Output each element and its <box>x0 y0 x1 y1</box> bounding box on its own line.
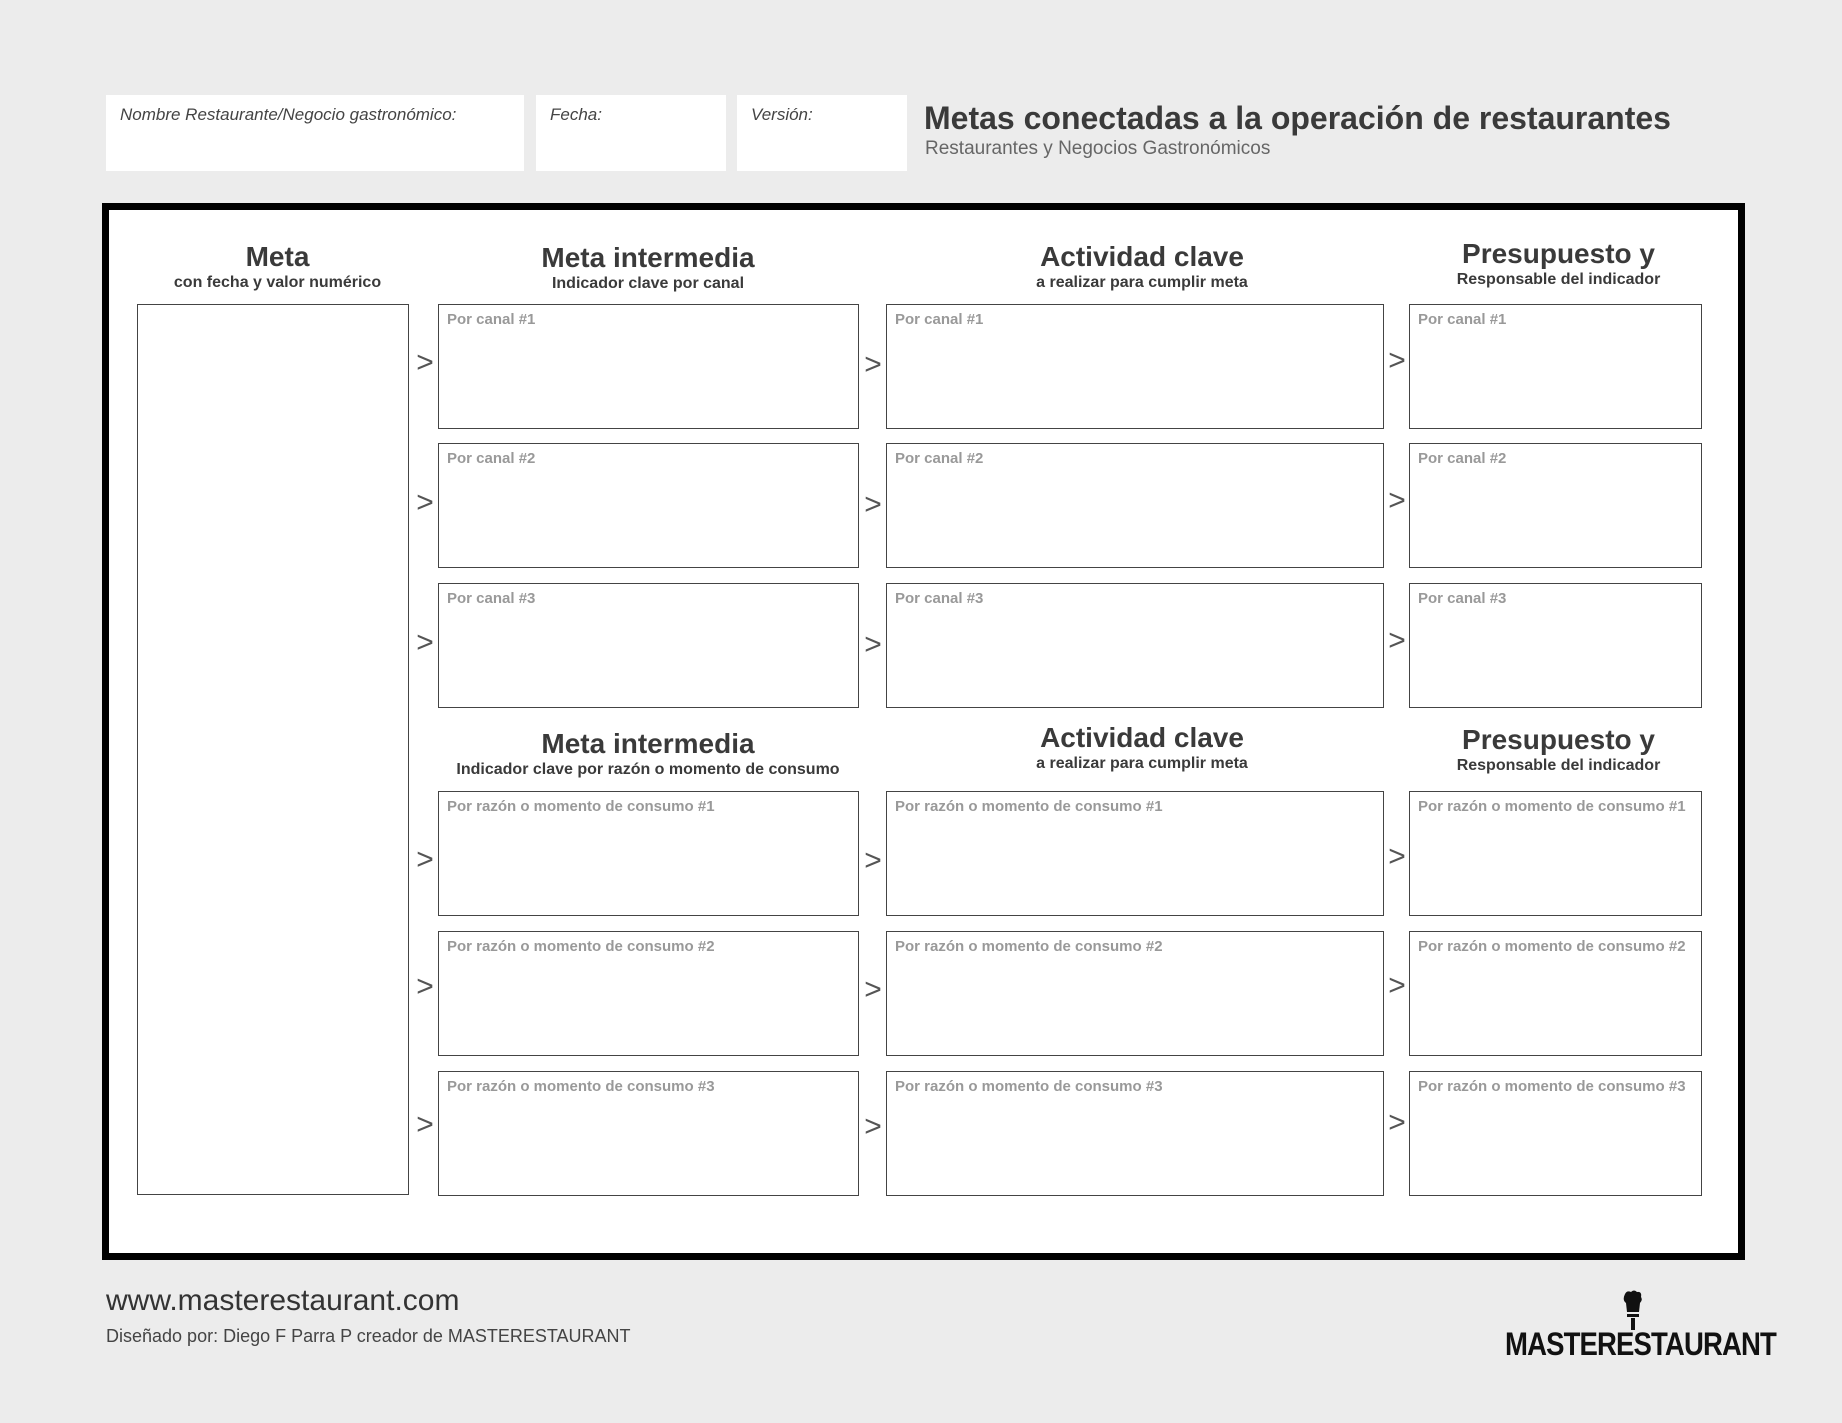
version-label: Versión: <box>751 105 813 124</box>
page-subtitle: Restaurantes y Negocios Gastronómicos <box>925 138 1271 159</box>
arrow-icon: > <box>416 346 434 379</box>
box-label: Por canal #3 <box>895 590 984 607</box>
razon-intermediate-header <box>438 728 858 780</box>
razon-intermediate-box-2[interactable] <box>438 931 859 1056</box>
arrow-icon: > <box>864 973 882 1006</box>
meta-title: Meta <box>245 241 310 272</box>
arrow-icon: > <box>416 486 434 519</box>
canal-budget-subtitle: Responsable del indicador <box>1456 271 1661 288</box>
box-label: Por canal #2 <box>895 450 984 467</box>
date-label: Fecha: <box>550 105 602 124</box>
arrow-icon: > <box>864 348 882 381</box>
razon-budget-header <box>1410 724 1707 776</box>
website-link[interactable]: www.masterestaurant.com <box>106 1284 460 1317</box>
razon-activity-box-2[interactable] <box>886 931 1384 1056</box>
canal-activity-header <box>887 241 1397 293</box>
razon-activity-box-3[interactable] <box>886 1071 1384 1196</box>
canal-intermediate-box-3[interactable] <box>438 583 859 708</box>
canal-budget-box-1[interactable] <box>1409 304 1702 429</box>
box-label: Por canal #1 <box>1418 311 1507 328</box>
razon-intermediate-box-1[interactable] <box>438 791 859 916</box>
arrow-icon: > <box>416 1108 434 1141</box>
canal-activity-box-3[interactable] <box>886 583 1384 708</box>
box-label: Por razón o momento de consumo #3 <box>895 1078 1163 1095</box>
canal-intermediate-box-1[interactable] <box>438 304 859 429</box>
arrow-icon: > <box>864 1110 882 1143</box>
canal-budget-box-3[interactable] <box>1409 583 1702 708</box>
arrow-icon: > <box>1388 344 1406 377</box>
box-label: Por canal #3 <box>1418 590 1507 607</box>
logo-text: MASTERESTAURANT <box>1505 1326 1776 1362</box>
designer-credit: Diseñado por: Diego F Parra P creador de MASTERESTAURANT <box>106 1326 631 1346</box>
arrow-icon: > <box>864 628 882 661</box>
razon-intermediate-subtitle: Indicador clave por razón o momento de consumo <box>456 761 840 778</box>
box-label: Por canal #1 <box>895 311 984 328</box>
razon-activity-subtitle: a realizar para cumplir meta <box>1036 755 1248 772</box>
canal-intermediate-subtitle: Indicador clave por canal <box>551 275 745 292</box>
chef-hat-icon <box>1621 1290 1645 1330</box>
arrow-icon: > <box>864 844 882 877</box>
meta-header <box>138 241 417 293</box>
canal-intermediate-title: Meta intermedia <box>541 242 755 273</box>
canal-activity-box-1[interactable] <box>886 304 1384 429</box>
arrow-icon: > <box>1388 624 1406 657</box>
razon-budget-box-1[interactable] <box>1409 791 1702 916</box>
version-field[interactable] <box>737 95 907 171</box>
arrow-icon: > <box>1388 840 1406 873</box>
arrow-icon: > <box>416 626 434 659</box>
razon-activity-header <box>887 722 1397 774</box>
canal-activity-title: Actividad clave <box>1040 241 1244 272</box>
arrow-icon: > <box>416 843 434 876</box>
arrow-icon: > <box>1388 484 1406 517</box>
razon-budget-box-3[interactable] <box>1409 1071 1702 1196</box>
meta-subtitle: con fecha y valor numérico <box>173 274 382 291</box>
masterestaurant-logo <box>1505 1290 1776 1362</box>
box-label: Por canal #1 <box>447 311 536 328</box>
arrow-icon: > <box>416 970 434 1003</box>
canal-budget-box-2[interactable] <box>1409 443 1702 568</box>
page-title: Metas conectadas a la operación de restaurantes <box>924 100 1671 136</box>
razon-activity-title: Actividad clave <box>1040 722 1244 753</box>
box-label: Por razón o momento de consumo #1 <box>895 798 1163 815</box>
box-label: Por razón o momento de consumo #2 <box>447 938 715 955</box>
arrow-icon: > <box>1388 1106 1406 1139</box>
box-label: Por canal #2 <box>1418 450 1507 467</box>
date-field[interactable] <box>536 95 726 171</box>
box-label: Por razón o momento de consumo #1 <box>447 798 715 815</box>
canal-budget-header <box>1410 238 1707 290</box>
canal-budget-title: Presupuesto y <box>1462 238 1655 269</box>
box-label: Por razón o momento de consumo #1 <box>1418 798 1686 815</box>
canal-intermediate-header <box>438 242 858 294</box>
razon-activity-box-1[interactable] <box>886 791 1384 916</box>
meta-box[interactable] <box>137 304 409 1195</box>
restaurant-name-label: Nombre Restaurante/Negocio gastronómico: <box>120 105 457 124</box>
canal-activity-subtitle: a realizar para cumplir meta <box>1036 274 1248 291</box>
box-label: Por canal #2 <box>447 450 536 467</box>
canal-intermediate-box-2[interactable] <box>438 443 859 568</box>
razon-budget-subtitle: Responsable del indicador <box>1456 757 1661 774</box>
arrow-icon: > <box>864 488 882 521</box>
razon-budget-box-2[interactable] <box>1409 931 1702 1056</box>
box-label: Por razón o momento de consumo #2 <box>1418 938 1686 955</box>
razon-intermediate-title: Meta intermedia <box>541 728 755 759</box>
razon-budget-title: Presupuesto y <box>1462 724 1655 755</box>
canal-activity-box-2[interactable] <box>886 443 1384 568</box>
box-label: Por razón o momento de consumo #3 <box>447 1078 715 1095</box>
restaurant-name-field[interactable] <box>106 95 524 171</box>
razon-intermediate-box-3[interactable] <box>438 1071 859 1196</box>
box-label: Por razón o momento de consumo #3 <box>1418 1078 1686 1095</box>
box-label: Por razón o momento de consumo #2 <box>895 938 1163 955</box>
box-label: Por canal #3 <box>447 590 536 607</box>
arrow-icon: > <box>1388 969 1406 1002</box>
